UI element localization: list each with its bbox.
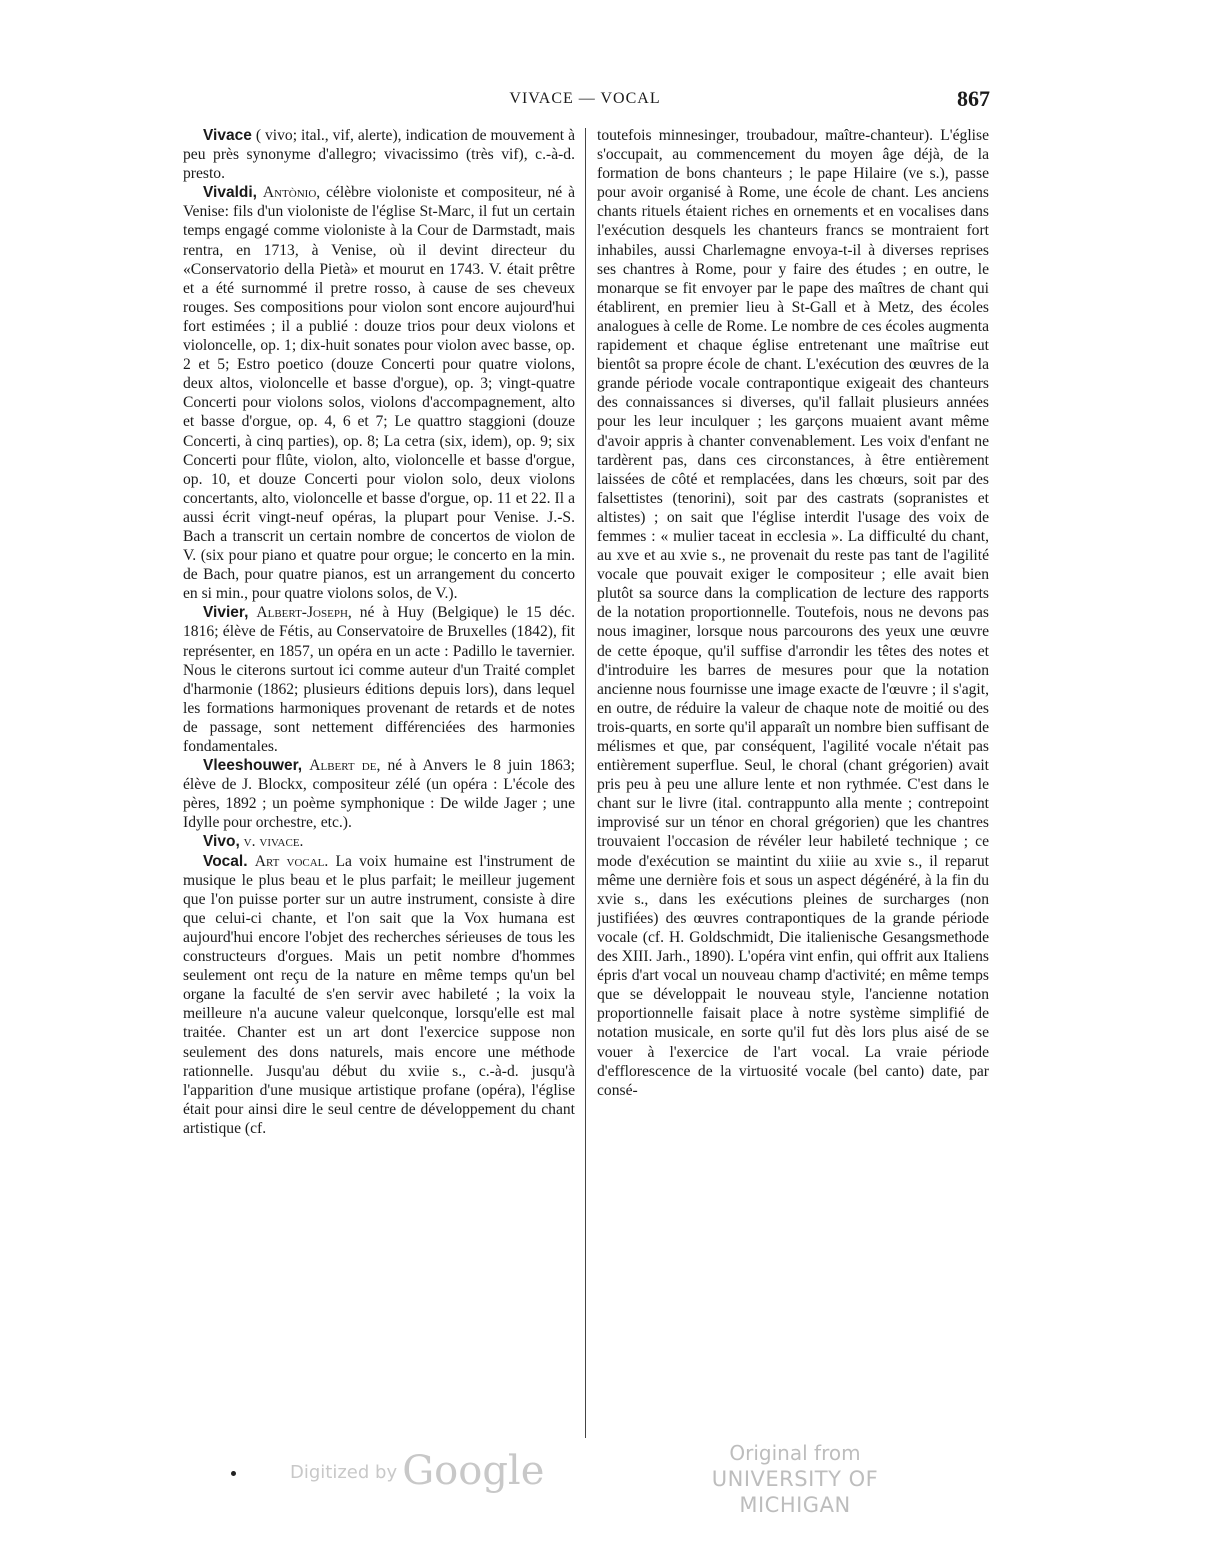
entry-headword: Vleeshouwer, [203, 757, 303, 775]
entry-headword: Vivo, [203, 833, 240, 851]
ink-dot [231, 1471, 236, 1476]
entry-text: La voix humaine est l'instrument de musique le plus beau et le plus parfait; le meilleur jugement que l'on puisse porter sur un autre instrument, consiste à dire que celui-ci chante, et l'on sait que la Vox humana est aujourd'hui encore l'objet des recherches sérieuses de tous les constructeurs d'orgues. Mais un petit nombre d'hommes seulement ont reçu de la nature en même temps qu'un bel organe la faculté de s'en servir avec habileté ; la voix la meilleure n'a aucune valeur quelconque, lorsqu'elle est mal traitée. Chanter est un art dont l'exercice suppose non seulement des dons naturels, mais encore une méthode rationnelle. Jusqu'au début du xviie s., c.-à-d. jusqu'à l'apparition d'une musique artistique profane (opéra), l'église était pour ainsi dire le seul centre de développement du chant artistique (cf. [183, 852, 575, 1137]
right-column [597, 126, 989, 1438]
university-label: UNIVERSITY OF MICHIGAN [711, 1467, 879, 1517]
entry-vocal [183, 852, 575, 1138]
entry-text: né à Huy (Belgique) le 15 déc. 1816; élève de Fétis, au Conservatoire de Bruxelles (1842), fit représenter, en 1857, un opéra en un acte : Padillo le tavernier. Nous le citerons surtout ici comme auteur d'un Traité complet d'harmonie (1862; plusieurs éditions depuis lors), dans lequel les formations harmoniques provenant de retards et de notes de passage, sont nettement différenciées des harmonies fondamentales. [183, 604, 575, 755]
entry-vivaldi [183, 183, 575, 603]
digitized-by-watermark [290, 1448, 580, 1494]
entry-vocal-continued: toutefois minnesinger, troubadour, maître-chanteur). L'église s'occupait, au commencement du moyen âge déjà, de la formation de bons chanteurs ; le pape Hilaire (ve s.), passe pour avoir organisé à Rome, une école de chant. Les anciens chants rituels étaient riches en ornements et en vocalises dans l'exécution desquels les chanteurs francs se montraient fort inhabiles, aussi Charlemagne envoya-t-il à diverses reprises ses chantres à Rome, pour y faire des études ; en outre, le monarque se fit envoyer par le pape des maîtres de chant qui établirent, en premier lieu à St-Gall et à Metz, des écoles analogues à celle de Rome. Le nombre de ces écoles augmenta rapidement et chaque église entretenant une maîtrise eut bientôt sa propre école de chant. L'exécution des œuvres de la grande période vocale contrapontique exigeait des chanteurs des connaissances si diverses, qu'il fallait plusieurs années pour les leur inculquer ; les garçons muaient avant même d'avoir appris à chanter convenablement. Les voix d'enfant ne tardèrent pas, dans ces circonstances, à être entièrement laissées de côté et remplacées, dans les chœurs, soit par des falsettistes (tenorini), soit par des castrats (sopranistes et altistes) ; on sait que l'église interdit l'usage des voix de femmes : « mulier taceat in ecclesia ». La difficulté du chant, au xve et au xvie s., ne provenait du reste pas tant de l'agilité vocale que pouvait exiger le compositeur ; elle avait bien plutôt sa source dans la complication de lecture des rapports de la notation proportionnelle. Toutefois, nous ne devons pas nous imaginer, lorsque nous parcourons des yeux une œuvre de cette époque, qu'il suffise d'arrondir les têtes des notes et d'introduire les barres de mesures pour que la notation ancienne nous fournisse une image exacte de l'œuvre ; il s'agit, en outre, de réduire la valeur de chaque note de moitié ou des trois-quarts, en sorte qu'il apparaît un nombre bien suffisant de mélismes et que, par conséquent, l'agilité vocale n'était pas entièrement superflue. Seul, le choral (chant grégorien) avait pris peu à peu une allure lente et non rythmée. C'est dans le chant sur le livre (ital. contrappunto alla mente ; contrepoint improvisé sur un ténor en choral grégorien) que les chantres trouvaient l'occasion de révéler leur habileté technique ; ce mode d'exécution se maintint du xiiie au xvie s., il reparut même une dernière fois et sous un aspect dégénéré, à la fin du xvie s., dans les exécutions pleines de surcharges (non justifiées) des œuvres contrapontiques de la grande période vocale (cf. H. Goldschmidt, Die italienische Gesangsmethode des XIII. Jarh., 1890). L'opéra vint enfin, qui offrit aux Italiens épris d'art vocal un nouveau champ d'activité; en même temps que se développait le nouveau style, l'ancienne notation proportionnelle faisait place à notre système simplifié de notation musicale, en sorte qu'il fut dès lors plus aisé de se vouer à l'exercice de l'art vocal. La vraie période d'efflorescence de la virtuosité vocale (bel canto) date, par consé- [597, 127, 989, 1099]
page-number: 867 [957, 86, 990, 111]
entry-text: célèbre violoniste et compositeur, né à Venise: fils d'un violoniste de l'église St-Marc, il fut un certain temps engagé comme violoniste à la Cour de Darmstadt, mais rentra, en 1713, à Venise, où il devint directeur du «Conservatorio della Pietà» et mourut en 1743. V. était prêtre et a été surnommé il pretre rosso, à cause de ses cheveux rouges. Ses compositions pour violon sont encore aujourd'hui fort estimées ; il a publié : douze trios pour deux violons et violoncelle, op. 1; dix-huit sonates pour violon avec basse, op. 2 et 5; Estro poetico (douze Concerti pour quatre violons, deux altos, violoncelle et basse d'orgue), op. 3; vingt-quatre Concerti pour violons solos, violons d'accompagnement, alto et basse d'orgue, op. 4, 6 et 7; Le quattro staggioni (douze Concerti, à cinq parties), op. 8; La cetra (six, idem), op. 9; six Concerti pour flûte, violon, alto, violoncelle et basse d'orgue, op. 10, et douze Concerti pour violon solo, deux violons concertants, alto, violoncelle et basse d'orgue, op. 11 et 22. Il a aussi écrit vingt-neuf opéras, la plupart pour Venise. J.-S. Bach a transcrit un certain nombre de concertos de violon de V. (six pour piano et quatre pour orgue; le concerto en la min. de Bach, pour quatre pianos, est un arrangement du concerto en si min., pour quatre violons solos, de V.). [183, 184, 575, 603]
entry-forename: Albert-Joseph, [256, 604, 352, 622]
entry-text: né à Anvers le 8 juin 1863; élève de J. Blockx, compositeur zélé (un opéra : L'école des pères, 1892 ; un poème symphonique : De wilde Jager ; une Idylle pour orchestre, etc.). [183, 757, 575, 832]
entry-vivo [183, 832, 575, 851]
entry-subhead: Art vocal. [254, 852, 329, 870]
entry-headword: Vivier, [203, 604, 249, 622]
entry-forename: Antònio, [262, 184, 321, 202]
entry-headword: Vivace [203, 127, 252, 144]
digitized-prefix: Digitized by [290, 1462, 398, 1483]
column-divider [585, 128, 586, 1438]
entry-headword: Vivaldi, [203, 184, 257, 202]
original-from-label: Original from [729, 1441, 861, 1465]
entry-vivace [183, 126, 575, 183]
google-logo: Google [402, 1448, 545, 1494]
running-title: VIVACE — VOCAL [509, 90, 661, 107]
entry-text: ( vivo; ital., vif, alerte), indication de mouvement à peu près synonyme d'allegro; vivacissimo (très vif), c.-à-d. presto. [183, 127, 575, 183]
left-column [183, 126, 575, 1438]
entry-headword: Vocal. [203, 852, 248, 870]
running-header [180, 86, 990, 114]
entry-text: v. vivace. [243, 833, 304, 851]
entry-vivier [183, 603, 575, 756]
original-from-watermark [660, 1440, 930, 1518]
entry-forename: Albert de, [309, 757, 381, 775]
entry-vleeshouwer [183, 756, 575, 832]
